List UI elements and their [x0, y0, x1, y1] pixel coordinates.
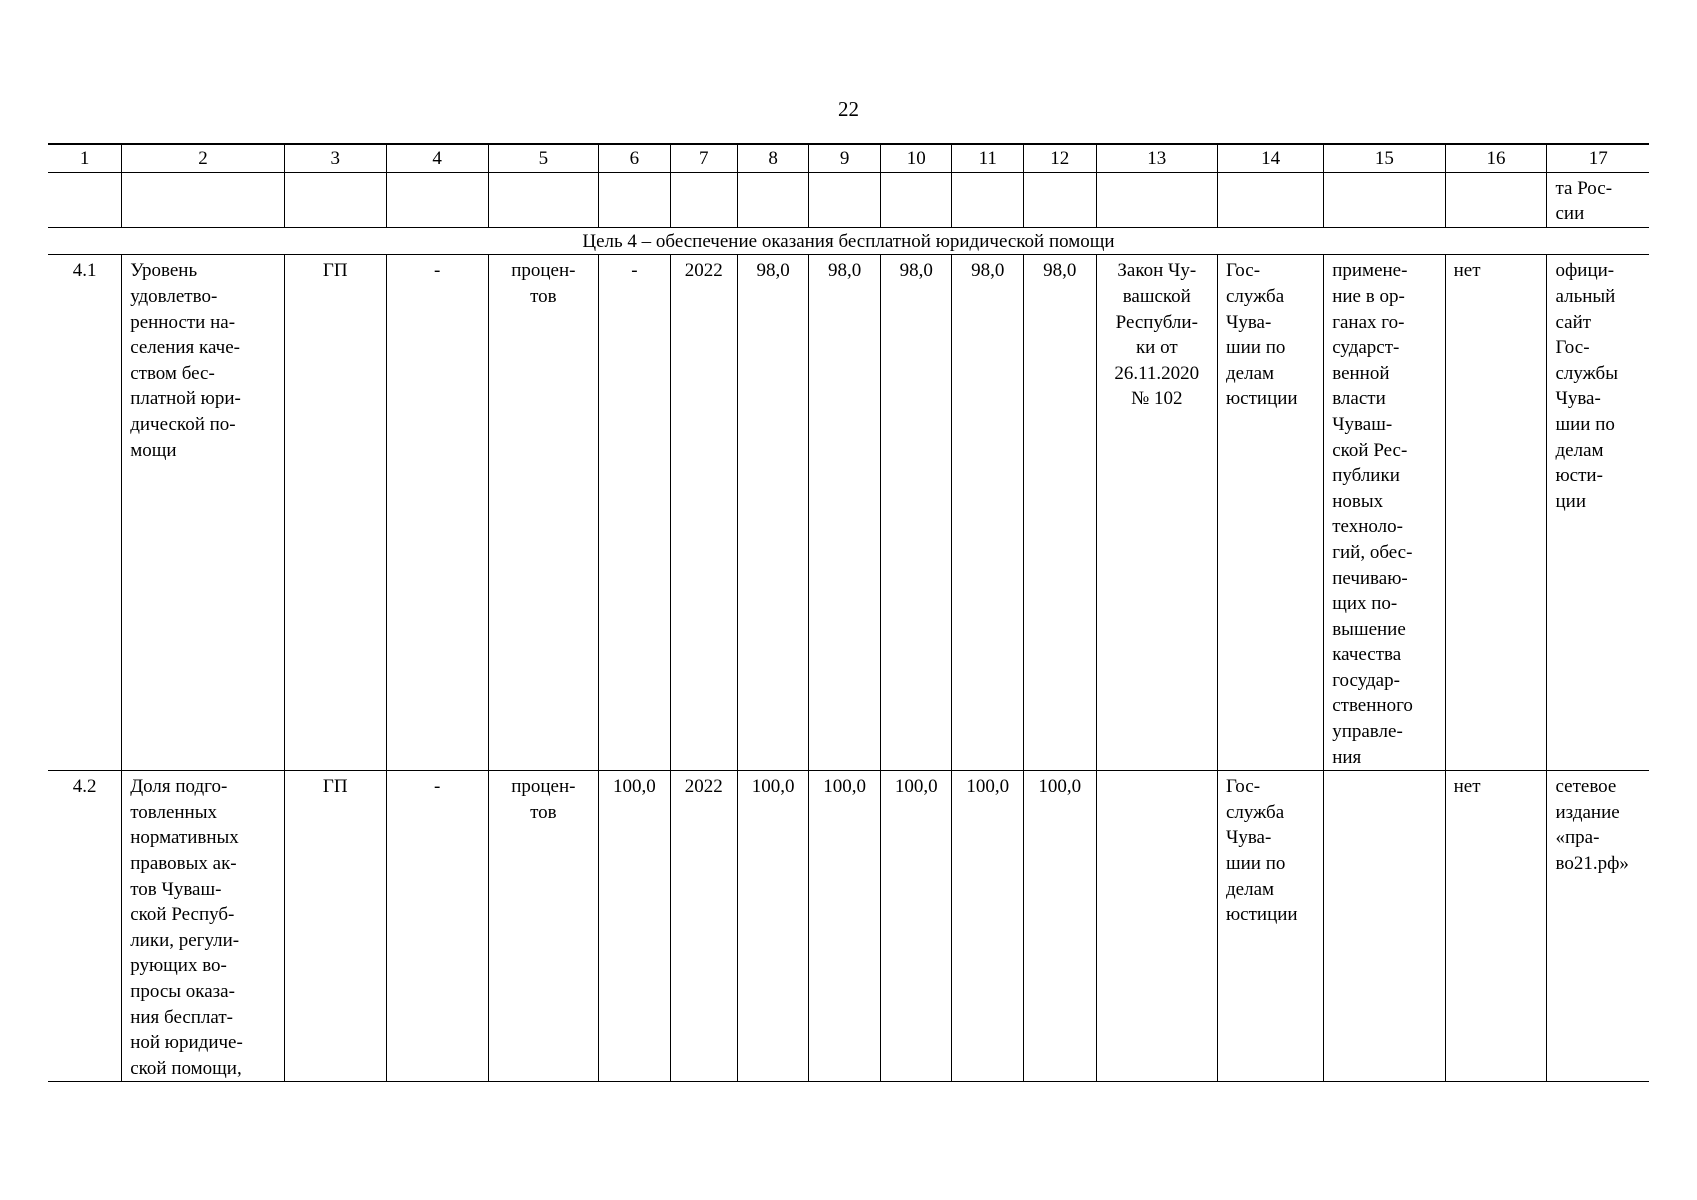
row-number: 4.1	[48, 255, 122, 771]
col4-cell: -	[386, 255, 488, 771]
text-line: тов	[530, 285, 557, 307]
column-number: 1	[48, 144, 122, 172]
table-row	[48, 771, 1649, 1082]
text-line: примене-	[1332, 260, 1408, 282]
text-line: процен-	[511, 260, 576, 282]
column-number: 3	[284, 144, 386, 172]
text-line: рующих во-	[130, 955, 227, 977]
text-line: сударст-	[1332, 337, 1400, 359]
column-number: 14	[1217, 144, 1323, 172]
text-line: шии по	[1225, 337, 1286, 359]
text-line: печиваю-	[1332, 567, 1408, 589]
col16-cell: нет	[1445, 255, 1547, 771]
text-line: платной юри-	[130, 388, 241, 410]
text-line: ки от	[1135, 337, 1178, 359]
empty-cell	[952, 172, 1024, 227]
text-line: товленных	[130, 801, 217, 823]
text-line: Чува-	[1225, 311, 1272, 333]
text-line: «пра-	[1555, 827, 1600, 849]
row-number: 4.2	[48, 771, 122, 1082]
text-line: юстиции	[1225, 388, 1298, 410]
value-cell: 100,0	[809, 771, 881, 1082]
text-line: во21.рф»	[1555, 853, 1629, 875]
empty-cell	[1445, 172, 1547, 227]
empty-cell	[488, 172, 599, 227]
value-cell: 98,0	[880, 255, 952, 771]
text-line: сайт	[1555, 311, 1592, 333]
text-line: Закон Чу-	[1117, 260, 1197, 282]
continuation-row	[48, 172, 1649, 227]
text-line: сии	[1555, 203, 1585, 225]
text-line: дической по-	[130, 413, 236, 435]
text-line: управле-	[1332, 721, 1403, 743]
text-line: тов	[530, 801, 557, 823]
text-line: ния бесплат-	[130, 1006, 234, 1028]
text-line: удовлетво-	[130, 285, 218, 307]
value-cell: 98,0	[737, 255, 809, 771]
text-line: ской помощи,	[130, 1057, 242, 1079]
empty-cell	[809, 172, 881, 227]
text-line: служба	[1225, 801, 1285, 823]
value-cell: 98,0	[809, 255, 881, 771]
text-line: ской Рес-	[1332, 439, 1408, 461]
page-number: 22	[838, 97, 859, 121]
value-cell: 100,0	[880, 771, 952, 1082]
empty-cell	[599, 172, 671, 227]
base-value: -	[599, 255, 671, 771]
unit-cell	[488, 255, 599, 771]
col16-cell: нет	[1445, 771, 1547, 1082]
text-line: ством бес-	[130, 362, 215, 384]
empty-cell	[1217, 172, 1323, 227]
column-number: 5	[488, 144, 599, 172]
column-number: 17	[1547, 144, 1649, 172]
responsible-cell	[1217, 771, 1323, 1082]
text-line: Чуваш-	[1332, 413, 1393, 435]
document-cell	[1096, 255, 1217, 771]
text-line: сетевое	[1555, 776, 1617, 798]
column-number: 10	[880, 144, 952, 172]
text-line: Гос-	[1225, 260, 1261, 282]
text-line: гий, обес-	[1332, 541, 1413, 563]
indicator-name	[122, 771, 285, 1082]
source-cell	[1547, 255, 1649, 771]
value-cell: 100,0	[737, 771, 809, 1082]
column-number: 16	[1445, 144, 1547, 172]
column-number: 7	[670, 144, 737, 172]
text-line: ние в ор-	[1332, 285, 1405, 307]
text-line: мощи	[130, 439, 177, 461]
empty-cell	[670, 172, 737, 227]
indicators-table	[48, 143, 1649, 1082]
text-line: власти	[1332, 388, 1386, 410]
text-line: вышение	[1332, 618, 1406, 640]
text-line: Гос-	[1555, 337, 1590, 359]
text-line: Чува-	[1225, 827, 1272, 849]
column-number: 4	[386, 144, 488, 172]
level-cell: ГП	[284, 255, 386, 771]
goal-heading: Цель 4 – обеспечение оказания бесплатной юридической помощи	[48, 227, 1649, 255]
value-cell: 98,0	[952, 255, 1024, 771]
responsible-cell	[1217, 255, 1323, 771]
text-line: делам	[1225, 362, 1275, 384]
unit-cell	[488, 771, 599, 1082]
empty-cell	[880, 172, 952, 227]
text-line: офици-	[1555, 260, 1615, 282]
column-number: 8	[737, 144, 809, 172]
base-value: 100,0	[599, 771, 671, 1082]
col4-cell: -	[386, 771, 488, 1082]
empty-cell	[737, 172, 809, 227]
text-line: ции	[1555, 490, 1586, 512]
text-line: ния	[1332, 746, 1362, 768]
indicator-name	[122, 255, 285, 771]
text-line: № 102	[1131, 388, 1183, 410]
text-line: юсти-	[1555, 465, 1603, 487]
text-line: ной юридиче-	[130, 1032, 243, 1054]
column-number: 6	[599, 144, 671, 172]
column-number: 2	[122, 144, 285, 172]
text-line: государ-	[1332, 669, 1400, 691]
text-line: делам	[1225, 878, 1275, 900]
text-line: ской Респуб-	[130, 904, 235, 926]
column-number-row	[48, 144, 1649, 172]
text-line: процен-	[511, 776, 576, 798]
text-line: та Рос-	[1555, 177, 1613, 199]
text-line: качества	[1332, 644, 1402, 666]
column-number: 12	[1023, 144, 1096, 172]
text-line: альный	[1555, 285, 1616, 307]
text-line: новых	[1332, 490, 1384, 512]
text-line: Гос-	[1225, 776, 1261, 798]
source-continuation	[1547, 172, 1649, 227]
column-number: 9	[809, 144, 881, 172]
column-number: 13	[1096, 144, 1217, 172]
text-line: Доля подго-	[130, 776, 228, 798]
empty-cell	[1096, 172, 1217, 227]
text-line: шии по	[1225, 853, 1286, 875]
text-line: тов Чуваш-	[130, 878, 222, 900]
text-line: публики	[1332, 465, 1400, 487]
text-line: шии по	[1555, 413, 1615, 435]
text-line: венной	[1332, 362, 1390, 384]
value-cell: 98,0	[1023, 255, 1096, 771]
column-number: 11	[952, 144, 1024, 172]
text-line: ренности на-	[130, 311, 236, 333]
text-line: просы оказа-	[130, 981, 235, 1002]
empty-cell	[122, 172, 285, 227]
table-row	[48, 255, 1649, 771]
text-line: 26.11.2020	[1114, 362, 1200, 384]
text-line: техноло-	[1332, 516, 1403, 538]
value-cell: 100,0	[1023, 771, 1096, 1082]
text-line: ственного	[1332, 695, 1413, 717]
text-line: селения каче-	[130, 337, 240, 359]
text-line: ганах го-	[1332, 311, 1405, 333]
empty-cell	[284, 172, 386, 227]
text-line: издание	[1555, 801, 1620, 823]
text-line: юстиции	[1225, 904, 1298, 926]
text-line: Чува-	[1555, 388, 1601, 410]
text-line: правовых ак-	[130, 853, 237, 875]
level-cell: ГП	[284, 771, 386, 1082]
empty-cell	[1324, 172, 1445, 227]
text-line: служба	[1225, 285, 1285, 307]
goal-row	[48, 227, 1649, 255]
text-line: вашской	[1122, 285, 1191, 307]
text-line: делам	[1555, 439, 1604, 461]
empty-cell	[386, 172, 488, 227]
text-line: щих по-	[1332, 593, 1398, 615]
source-cell	[1547, 771, 1649, 1082]
text-line: Уровень	[130, 260, 198, 282]
column-number: 15	[1324, 144, 1445, 172]
document-cell	[1096, 771, 1217, 1082]
base-year: 2022	[670, 255, 737, 771]
text-line: службы	[1555, 362, 1618, 384]
text-line: Республи-	[1115, 311, 1198, 333]
empty-cell	[48, 172, 122, 227]
link-cell	[1324, 255, 1445, 771]
base-year: 2022	[670, 771, 737, 1082]
text-line: лики, регули-	[130, 929, 240, 951]
value-cell: 100,0	[952, 771, 1024, 1082]
text-line: нормативных	[130, 827, 239, 849]
link-cell	[1324, 771, 1445, 1082]
empty-cell	[1023, 172, 1096, 227]
